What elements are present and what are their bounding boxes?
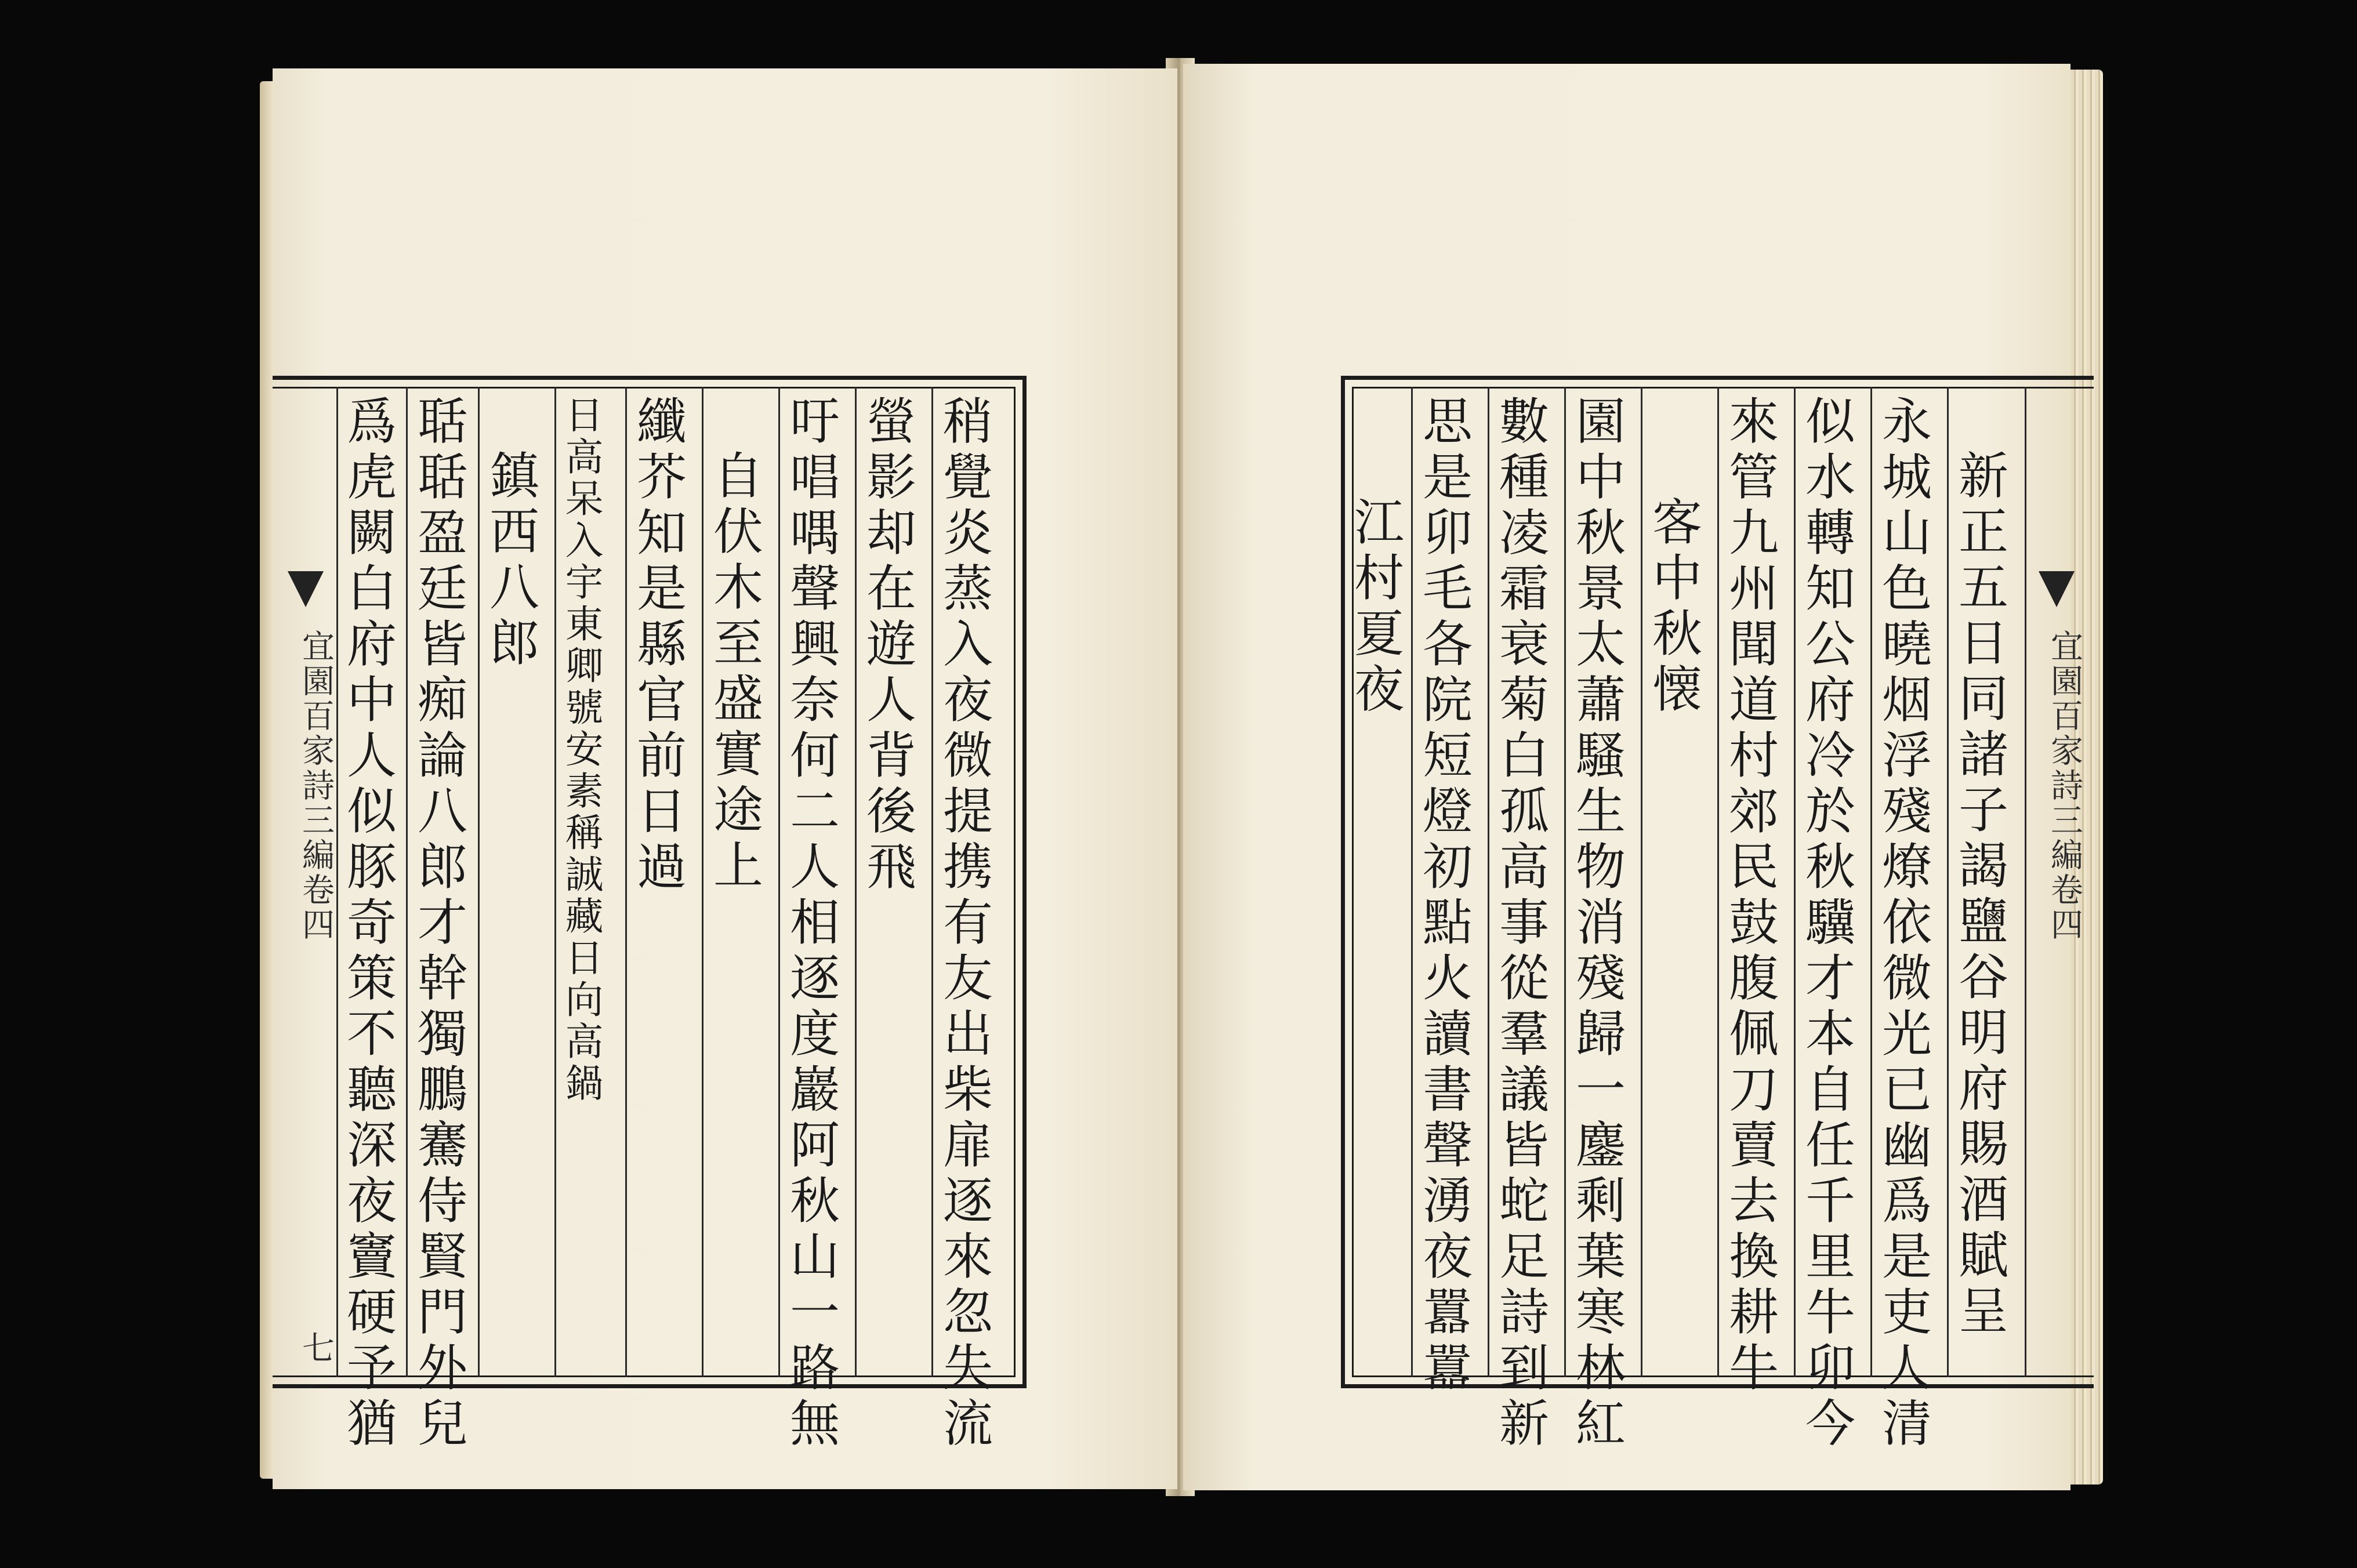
- column-rule: [855, 387, 857, 1377]
- column-rule: [554, 387, 556, 1377]
- column-rule: [1947, 387, 1949, 1377]
- column-rule: [702, 387, 704, 1377]
- text-column-4: 自伏木至盛實途上: [705, 449, 763, 895]
- column-rule: [478, 387, 480, 1377]
- column-rule: [1488, 387, 1489, 1377]
- left-text-frame: [273, 376, 1027, 1453]
- column-rule: [1870, 387, 1872, 1377]
- text-column-8: 思是卯毛各院短燈初點火讀書聲湧夜囂囂: [1414, 395, 1472, 1397]
- column-rule: [625, 387, 627, 1377]
- bleed-through-text: [371, 103, 426, 165]
- column-rule: [1794, 387, 1796, 1377]
- text-column-5: 客中秋懐: [1644, 496, 1702, 718]
- text-column-2: 螢影却在遊人背後飛: [858, 395, 916, 896]
- column-rule: [406, 387, 408, 1377]
- column-rule: [1564, 387, 1566, 1377]
- text-column-6: 日高呆入宇東卿號安素稱誠藏日向高鍋: [559, 395, 603, 1105]
- text-column-1: 稍覺炎蒸入夜微提携有友出柴扉逐來忽失流: [934, 395, 992, 1453]
- column-rule: [1717, 387, 1719, 1377]
- column-rule: [2025, 387, 2026, 1377]
- column-rule: [1411, 387, 1413, 1377]
- text-column-2: 永城山色曉烟浮殘燎依微光已幽爲是吏人清: [1873, 395, 1931, 1453]
- text-column-3: 吁唱喁聲興奈何二人相逐度巖阿秋山一路無: [781, 395, 839, 1453]
- text-column-9: 江村夏夜: [1346, 496, 1404, 718]
- text-column-1: 新正五日同諸子謁鹽谷明府賜酒賦呈: [1950, 449, 2008, 1340]
- text-column-3: 似水轉知公府冷於秋驥才本自任千里牛卯今: [1797, 395, 1855, 1453]
- column-rule: [931, 387, 933, 1377]
- center-title: 宜園百家詩三編卷四: [297, 629, 335, 942]
- text-column-5: 纖芥知是縣官前日過: [628, 395, 686, 896]
- right-text-frame: [1341, 376, 2094, 1453]
- center-title: 宜園百家詩三編卷四: [2046, 629, 2083, 942]
- text-column-4: 來管九州聞道村郊民鼓腹佩刀賣去換耕牛: [1720, 395, 1778, 1397]
- text-column-6: 園中秋景太蕭騷生物消殘歸一鏖剩葉寒林紅: [1567, 395, 1625, 1453]
- text-column-9: 爲虎闕白府中人似豚奇策不聽深夜竇硬予猶: [338, 395, 396, 1453]
- text-column-7: 鎮西八郎: [481, 449, 539, 672]
- text-column-8: 聒聒盈廷皆痴論八郎才幹獨鵬騫侍賢門外兒: [409, 395, 467, 1453]
- column-rule: [778, 387, 780, 1377]
- text-column-7: 數種凌霜衰菊白孤高事從羣議皆蛇足詩到新: [1491, 395, 1549, 1453]
- column-rule: [1641, 387, 1642, 1377]
- folio-number: 七: [297, 1331, 335, 1366]
